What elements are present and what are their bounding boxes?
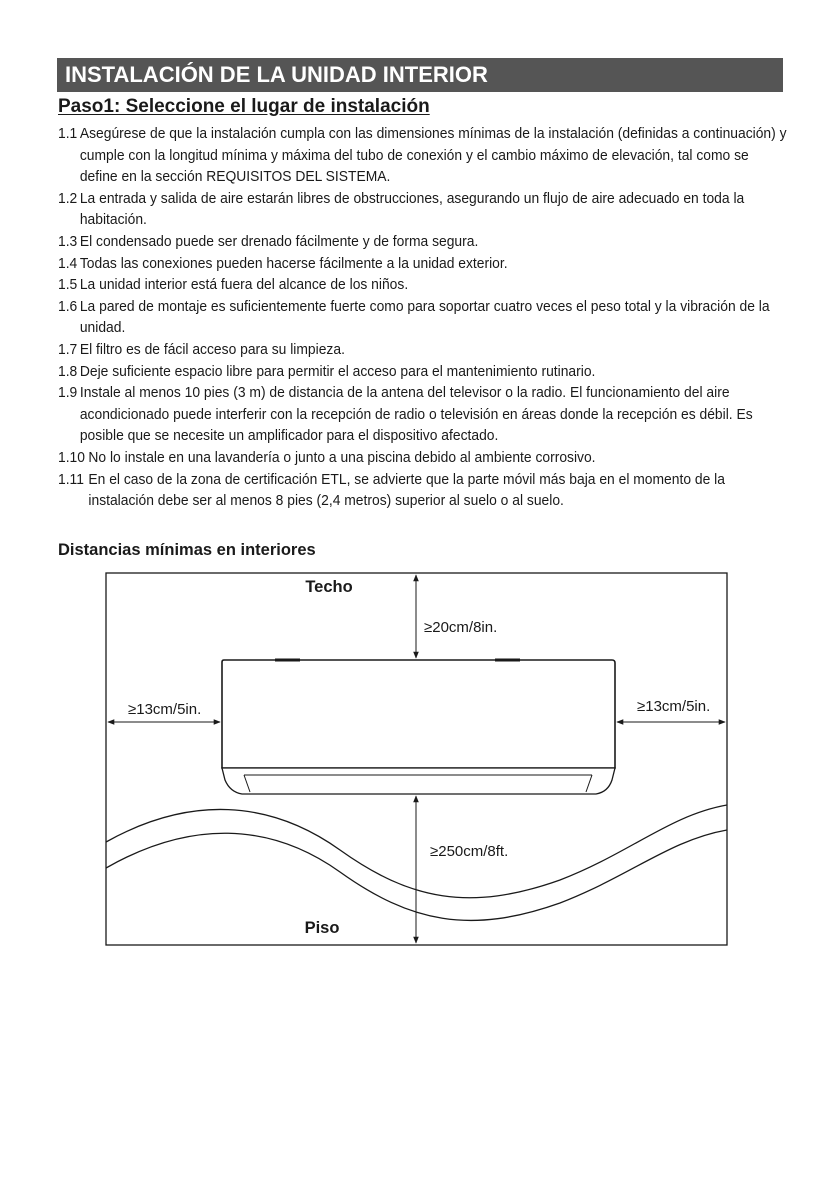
- item-text: No lo instale en una lavandería o junto a una piscina debido al ambiente corrosivo.: [88, 449, 596, 466]
- item-number: 1.7: [58, 341, 78, 358]
- item-text: El filtro es de fácil acceso para su limpieza.: [79, 341, 345, 358]
- item-number: 1.10: [58, 449, 85, 466]
- item-text: El condensado puede ser drenado fácilmente y de forma segura.: [79, 233, 479, 250]
- item-text: La entrada y salida de aire estarán libres de obstrucciones, asegurando un flujo de aire adecuado en toda la habitación.: [79, 190, 745, 229]
- top-clearance-label: ≥20cm/8in.: [424, 619, 498, 636]
- item-number: 1.4: [58, 255, 78, 272]
- floor-label: Piso: [304, 919, 340, 937]
- item-text: En el caso de la zona de certificación ETL, se advierte que la parte móvil más baja en el momento de la instalación debe ser al menos 8 pies (2,4 metros) superior al suelo o al suelo.: [88, 471, 725, 510]
- diagram-title: Distancias mínimas en interiores: [58, 541, 316, 559]
- item-text: Asegúrese de que la instalación cumpla con las dimensiones mínimas de la instalación (definidas a continuación) y cumple con la longitud mínima y máxima del tubo de conexión y el cambio máximo de elevación, tal como se define en la sección REQUISITOS DEL SISTEMA.: [79, 126, 787, 186]
- item-number: 1.2: [58, 190, 78, 207]
- ceiling-label: Techo: [305, 578, 353, 596]
- item-number: 1.1: [58, 126, 78, 142]
- indoor-unit: [222, 660, 615, 794]
- item-text: La unidad interior está fuera del alcance de los niños.: [79, 277, 409, 294]
- right-clearance-label: ≥13cm/5in.: [637, 698, 711, 715]
- item-text: Instale al menos 10 pies (3 m) de distancia de la antena del televisor o la radio. El funcionamiento del aire acondicionado puede interferir con la recepción de radio o televisión en áreas donde la recepción es débil. Es posible que se necesite un amplificador para el dispositivo afectado.: [79, 385, 753, 445]
- section-header: INSTALACIÓN DE LA UNIDAD INTERIOR: [57, 58, 783, 92]
- left-clearance-label: ≥13cm/5in.: [128, 701, 202, 718]
- item-text: Deje suficiente espacio libre para permitir el acceso para el mantenimiento rutinario.: [79, 363, 596, 380]
- item-text: Todas las conexiones pueden hacerse fácilmente a la unidad exterior.: [79, 255, 508, 272]
- item-number: 1.9: [58, 385, 78, 402]
- item-number: 1.3: [58, 233, 78, 250]
- item-number: 1.6: [58, 298, 78, 315]
- item-number: 1.5: [58, 277, 78, 294]
- item-number: 1.11: [58, 471, 84, 488]
- item-text: La pared de montaje es suficientemente fuerte como para soportar cuatro veces el peso total y la vibración de la unidad.: [79, 298, 770, 337]
- step-title: Paso1: Seleccione el lugar de instalación: [58, 96, 430, 117]
- item-number: 1.8: [58, 363, 78, 380]
- bottom-clearance-label: ≥250cm/8ft.: [430, 843, 509, 860]
